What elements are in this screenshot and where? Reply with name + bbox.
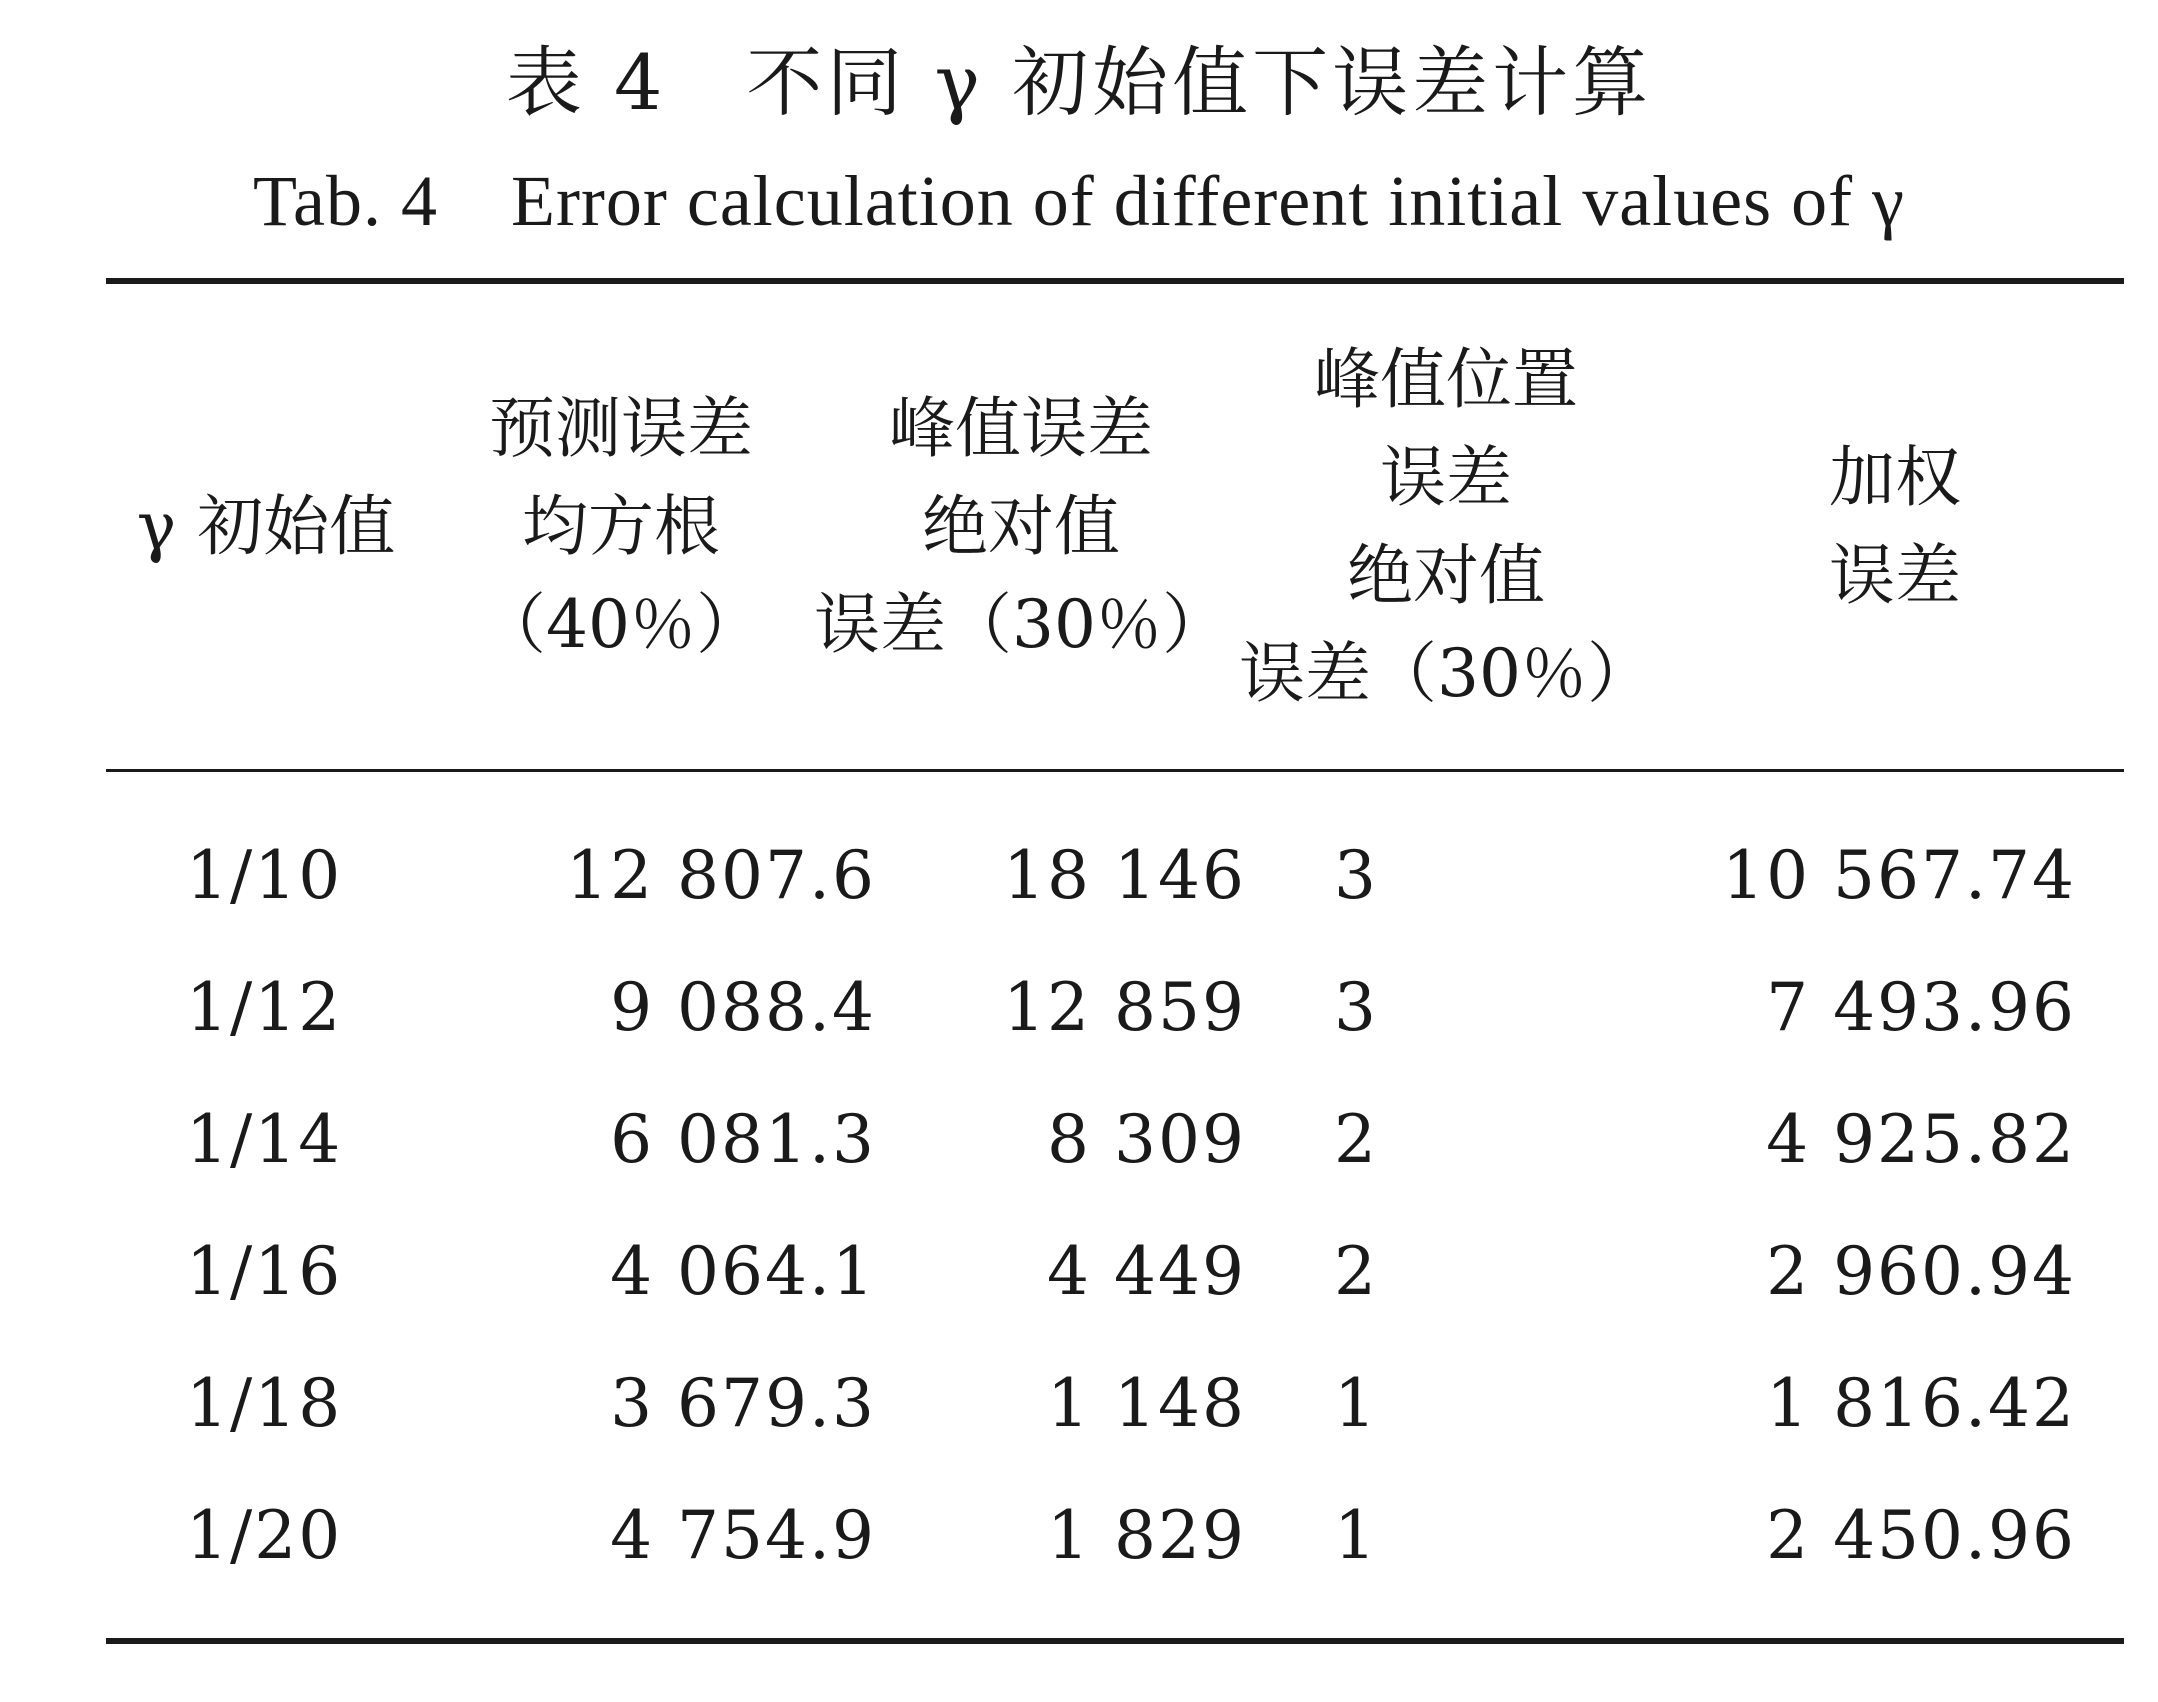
peak-error-cell: 1 148 [1047, 1365, 1246, 1442]
peak-position-error-cell: 2 [1334, 1101, 1378, 1178]
peak-position-error-cell: 1 [1334, 1497, 1378, 1574]
header-line: 误差（30％） [814, 585, 1228, 663]
bottom-rule [106, 1638, 2124, 1644]
rmse-cell: 4 754.9 [610, 1497, 876, 1574]
header-line: 绝对值 [922, 487, 1120, 565]
header-gamma-initial-value [106, 284, 426, 769]
gamma-cell: 1/14 [186, 1101, 343, 1178]
gamma-cell: 1/12 [186, 969, 343, 1046]
weighted-error-cell: 10 567.74 [1722, 837, 2076, 914]
peak-position-error-cell: 3 [1334, 837, 1378, 914]
rmse-cell: 3 679.3 [610, 1365, 876, 1442]
header-rmse [426, 284, 816, 769]
table-title-english: Tab. 4 Error calculation of different initial values of γ [253, 161, 1905, 241]
gamma-cell: 1/16 [186, 1233, 343, 1310]
table-row [106, 942, 2124, 1074]
header-rule [106, 769, 2124, 772]
peak-position-error-cell: 3 [1334, 969, 1378, 1046]
header-line: （40％） [480, 585, 762, 663]
header-line: 绝对值 [1346, 536, 1545, 614]
rmse-cell: 9 088.4 [610, 969, 876, 1046]
header-line: 误差 [1379, 438, 1512, 516]
header-line: 误差（30％） [1239, 634, 1653, 712]
header-line: 误差 [1829, 536, 1961, 614]
header-line: 峰值位置 [1313, 340, 1578, 418]
rmse-cell: 4 064.1 [610, 1233, 876, 1310]
weighted-error-cell: 4 925.82 [1766, 1101, 2076, 1178]
peak-error-cell: 18 146 [1003, 837, 1246, 914]
weighted-error-cell: 2 960.94 [1766, 1233, 2076, 1310]
table-row [106, 1074, 2124, 1206]
table-row [106, 1206, 2124, 1338]
gamma-cell: 1/10 [186, 837, 343, 914]
table-title-chinese: 表 4 不同 γ 初始值下误差计算 [505, 38, 1653, 127]
table-body [106, 810, 2124, 1602]
peak-error-cell: 8 309 [1047, 1101, 1246, 1178]
rmse-cell: 12 807.6 [566, 837, 876, 914]
gamma-cell: 1/20 [186, 1497, 343, 1574]
header-line: 加权 [1829, 438, 1961, 516]
peak-error-cell: 4 449 [1047, 1233, 1246, 1310]
gamma-cell: 1/18 [186, 1365, 343, 1442]
header-line: γ 初始值 [136, 487, 396, 565]
table-row [106, 1470, 2124, 1602]
header-peak-error [816, 284, 1226, 769]
header-line: 均方根 [521, 487, 720, 565]
weighted-error-cell: 7 493.96 [1766, 969, 2076, 1046]
header-weighted-error [1666, 284, 2124, 769]
weighted-error-cell: 1 816.42 [1766, 1365, 2076, 1442]
header-peak-position-error [1226, 284, 1666, 769]
header-line: 峰值误差 [889, 389, 1153, 467]
table-row [106, 1338, 2124, 1470]
peak-position-error-cell: 1 [1334, 1365, 1378, 1442]
rmse-cell: 6 081.3 [610, 1101, 876, 1178]
weighted-error-cell: 2 450.96 [1766, 1497, 2076, 1574]
peak-error-cell: 1 829 [1047, 1497, 1246, 1574]
peak-position-error-cell: 2 [1334, 1233, 1378, 1310]
header-line: 预测误差 [488, 389, 753, 467]
peak-error-cell: 12 859 [1003, 969, 1246, 1046]
table-row [106, 810, 2124, 942]
